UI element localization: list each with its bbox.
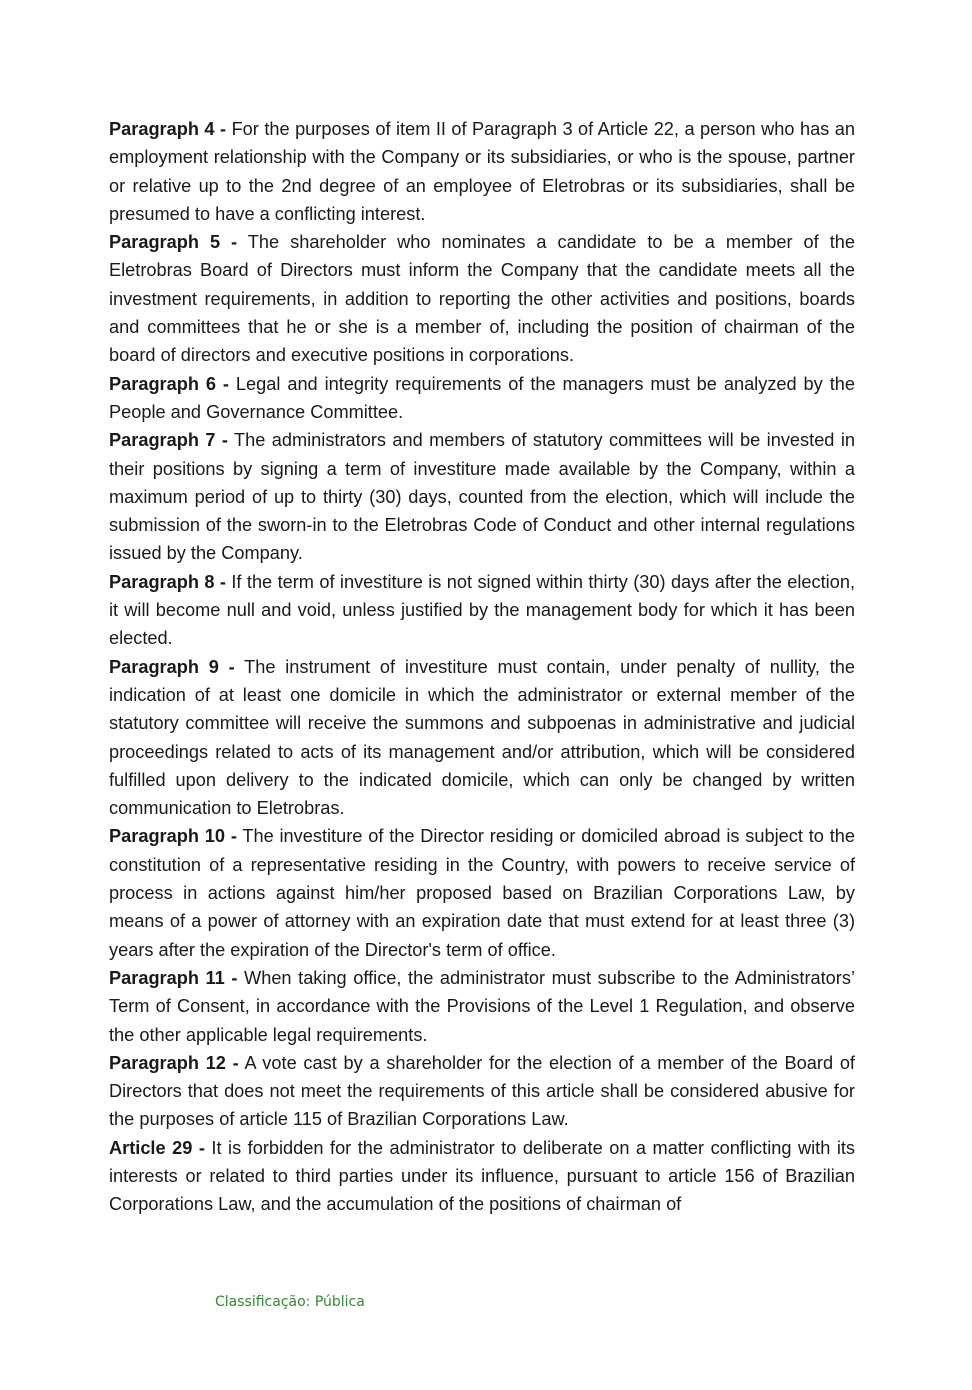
paragraph-text: For the purposes of item II of Paragraph 3 of Article 22, a person who has an employment relationship with the Company or its subsidiaries, or who is the spouse, partner or relative up to the 2nd degree of an employee of Eletrobras or its subsidiaries, shall be presumed to have a conflicting interest. bbox=[109, 119, 855, 224]
paragraph-label: Paragraph 7 - bbox=[109, 430, 228, 451]
paragraph-text: If the term of investiture is not signed within thirty (30) days after the election, it will become null and void, unless justified by the management body for which it has been elected. bbox=[109, 571, 855, 649]
paragraph-label: Article 29 - bbox=[109, 1137, 205, 1158]
paragraph-11 bbox=[109, 964, 855, 1049]
paragraph-text: The shareholder who nominates a candidate to be a member of the Eletrobras Board of Directors must inform the Company that the candidate meets all the investment requirements, in addition to reporting the other activities and positions, boards and committees that he or she is a member of, including the position of chairman of the board of directors and executive positions in corporations. bbox=[109, 232, 855, 366]
paragraph-label: Paragraph 12 - bbox=[109, 1052, 239, 1073]
paragraph-8 bbox=[109, 568, 855, 653]
classification-label: Classificação: Pública bbox=[215, 1294, 365, 1310]
paragraph-5 bbox=[109, 228, 855, 369]
paragraph-label: Paragraph 6 - bbox=[109, 373, 229, 394]
paragraph-text: The administrators and members of statutory committees will be invested in their positions by signing a term of investiture made available by the Company, within a maximum period of up to thirty (30) days, counted from the election, which will include the submission of the sworn-in to the Eletrobras Code of Conduct and other internal regulations issued by the Company. bbox=[109, 430, 855, 564]
paragraph-label: Paragraph 11 - bbox=[109, 967, 238, 988]
paragraph-6 bbox=[109, 370, 855, 427]
paragraph-9 bbox=[109, 653, 855, 823]
paragraph-4 bbox=[109, 115, 855, 228]
paragraph-text: The instrument of investiture must contain, under penalty of nullity, the indication of at least one domicile in which the administrator or external member of the statutory committee will receive the summons and subpoenas in administrative and judicial proceedings related to acts of its management and/or attribution, which will be considered fulfilled upon delivery to the indicated domicile, which can only be changed by written communication to Eletrobras. bbox=[109, 656, 855, 819]
paragraph-text: A vote cast by a shareholder for the election of a member of the Board of Directors that does not meet the requirements of this article shall be considered abusive for the purposes of article 115 of Brazilian Corporations Law. bbox=[109, 1052, 855, 1130]
paragraph-label: Paragraph 9 - bbox=[109, 656, 235, 677]
paragraph-text: Legal and integrity requirements of the managers must be analyzed by the People and Governance Committee. bbox=[109, 373, 855, 422]
paragraph-text: The investiture of the Director residing or domiciled abroad is subject to the constitution of a representative residing in the Country, with powers to receive service of process in actions against him/her proposed based on Brazilian Corporations Law, by means of a power of attorney with an expiration date that must extend for at least three (3) years after the expiration of the Director's term of office. bbox=[109, 826, 855, 960]
paragraph-label: Paragraph 4 - bbox=[109, 119, 227, 139]
paragraph-label: Paragraph 5 - bbox=[109, 232, 238, 253]
paragraph-7 bbox=[109, 426, 855, 567]
paragraph-label: Paragraph 8 - bbox=[109, 571, 226, 592]
paragraph-text: It is forbidden for the administrator to deliberate on a matter conflicting with its interests or related to third parties under its influence, pursuant to article 156 of Brazilian Corporations Law, and the accumulation of the positions of chairman of bbox=[109, 1137, 856, 1215]
article-29 bbox=[109, 1134, 855, 1219]
paragraph-12 bbox=[109, 1049, 855, 1134]
document-body bbox=[109, 115, 855, 1219]
paragraph-label: Paragraph 10 - bbox=[109, 826, 237, 847]
paragraph-10 bbox=[109, 822, 855, 963]
paragraph-text: When taking office, the administrator must subscribe to the Administrators’ Term of Consent, in accordance with the Provisions of the Level 1 Regulation, and observe the other applicable legal requirements. bbox=[109, 967, 855, 1045]
